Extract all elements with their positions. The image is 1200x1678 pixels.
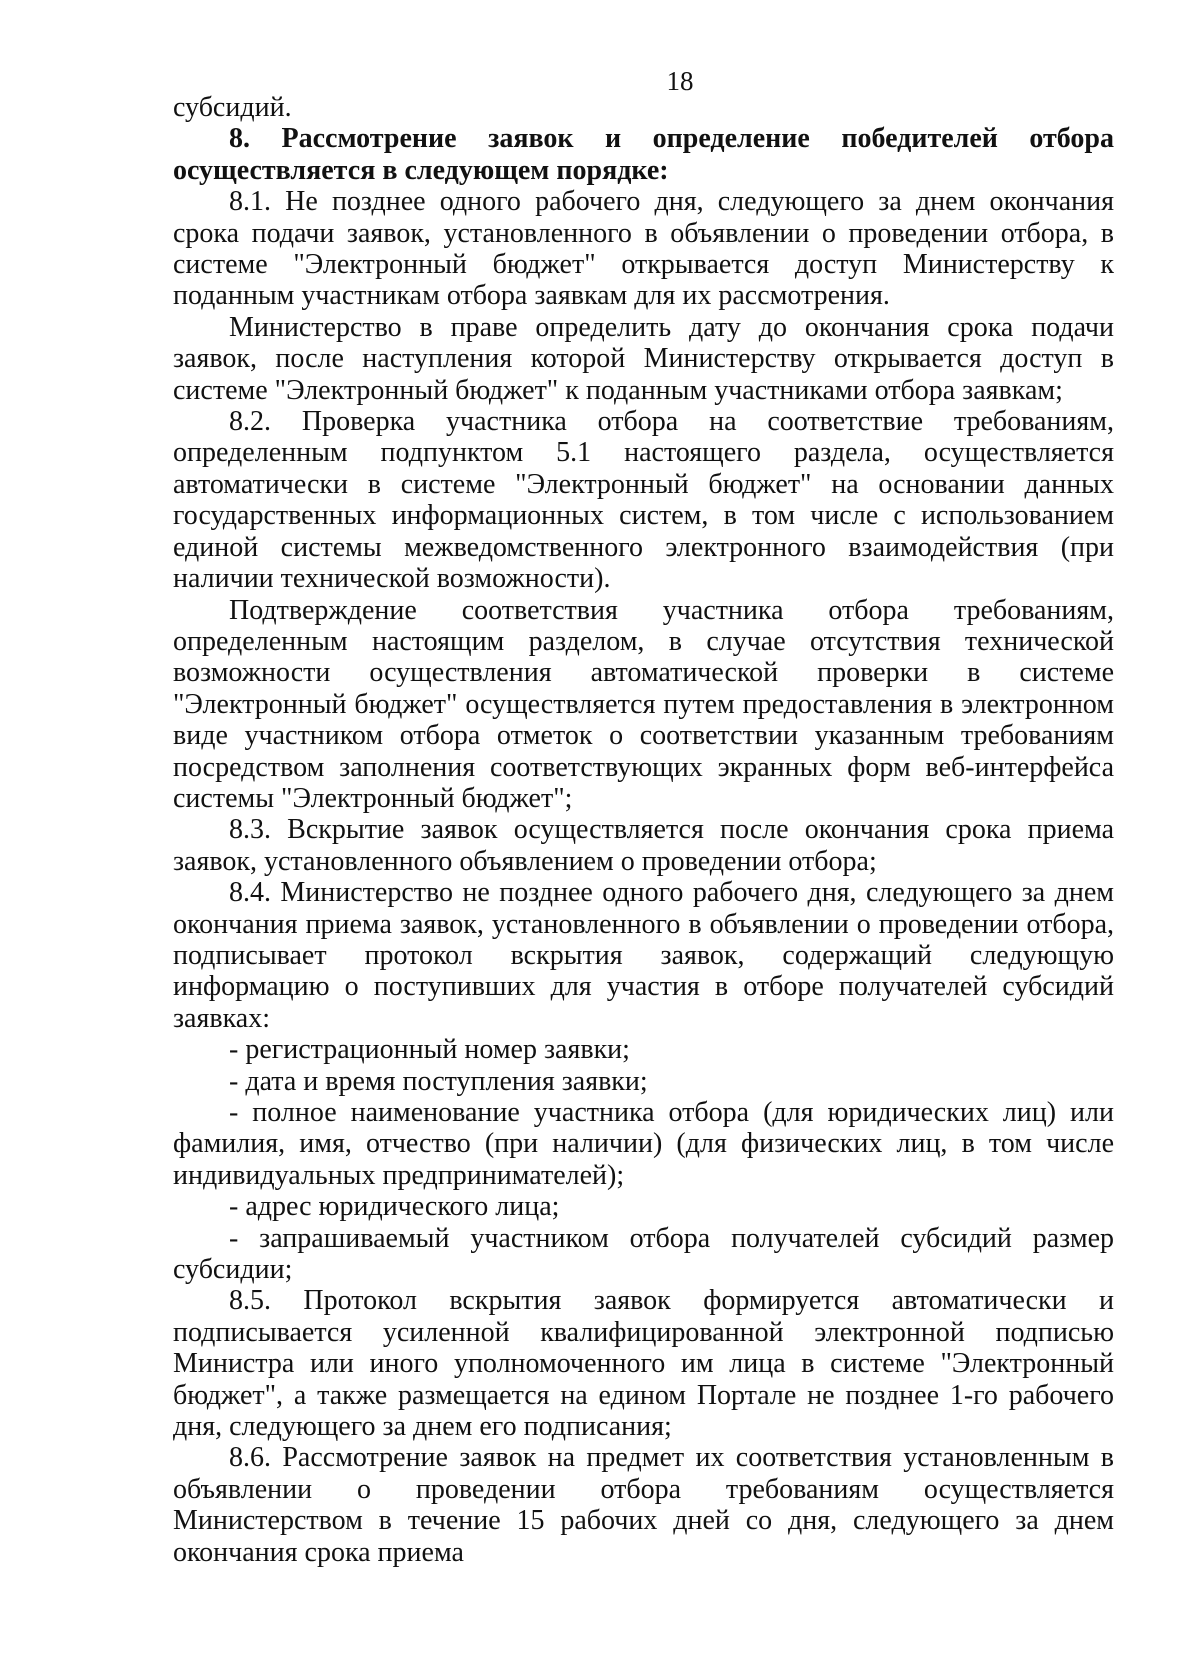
paragraph-8-1: 8.1. Не позднее одного рабочего дня, следующего за днем окончания срока подачи заявок, установленного в объявлении о проведении отбора, в системе "Электронный бюджет" открывается доступ Министерству к поданным участникам отбора заявкам для их рассмотрения. [173,186,1114,312]
paragraph-8-2: 8.2. Проверка участника отбора на соответствие требованиям, определенным подпунктом 5.1 настоящего раздела, осуществляется автоматически в системе "Электронный бюджет" на основании данных государственных информационных систем, в том числе с использованием единой системы межведомственного электронного взаимодействия (при наличии технической возможности). [173,406,1114,595]
paragraph-8-5: 8.5. Протокол вскрытия заявок формируется автоматически и подписывается усиленной квалифицированной электронной подписью Министра или иного уполномоченного им лица в системе "Электронный бюджет", а также размещается на едином Портале не позднее 1-го рабочего дня, следующего за днем его подписания; [173,1285,1114,1443]
paragraph-8-2-confirmation: Подтверждение соответствия участника отбора требованиям, определенным настоящим разделом, в случае отсутствия технической возможности осуществления автоматической проверки в системе "Электронный бюджет" осуществляется путем предоставления в электронном виде участником отбора отметок о соответствии указанным требованиям посредством заполнения соответствующих экранных форм веб-интерфейса системы "Электронный бюджет"; [173,594,1114,814]
paragraph-8-6: 8.6. Рассмотрение заявок на предмет их соответствия установленным в объявлении о проведении отбора требованиям осуществляется Министерством в течение 15 рабочих дней со дня, следующего за днем окончания срока приема [173,1442,1114,1568]
page-number: 18 [666,66,694,96]
list-item: - дата и время поступления заявки; [229,1065,648,1097]
paragraph-continuation: субсидий. [173,92,292,123]
section-heading-8: 8. Рассмотрение заявок и определение победителей отбора осуществляется в следующем порядке: [173,123,1114,186]
list-item: - адрес юридического лица; [229,1191,560,1223]
paragraph-8-3: 8.3. Вскрытие заявок осуществляется после окончания срока приема заявок, установленного объявлением о проведении отбора; [173,814,1114,877]
document-body [173,92,1114,1568]
paragraph-8-1-ministry-date: Министерство в праве определить дату до окончания срока подачи заявок, после наступления которой Министерству открывается доступ в системе "Электронный бюджет" к поданным участниками отбора заявкам; [173,311,1114,406]
paragraph-8-4: 8.4. Министерство не позднее одного рабочего дня, следующего за днем окончания приема заявок, установленного в объявлении о проведении отбора, подписывает протокол вскрытия заявок, содержащий следующую информацию о поступивших для участия в отборе получателей субсидий заявках: [173,877,1114,1034]
list-item: - запрашиваемый участником отбора получателей субсидий размер субсидии; [173,1222,1114,1286]
list-item: - регистрационный номер заявки; [229,1034,630,1066]
list-item: - полное наименование участника отбора (для юридических лиц) или фамилия, имя, отчество (при наличии) (для физических лиц, в том числе индивидуальных предпринимателей); [173,1097,1114,1191]
